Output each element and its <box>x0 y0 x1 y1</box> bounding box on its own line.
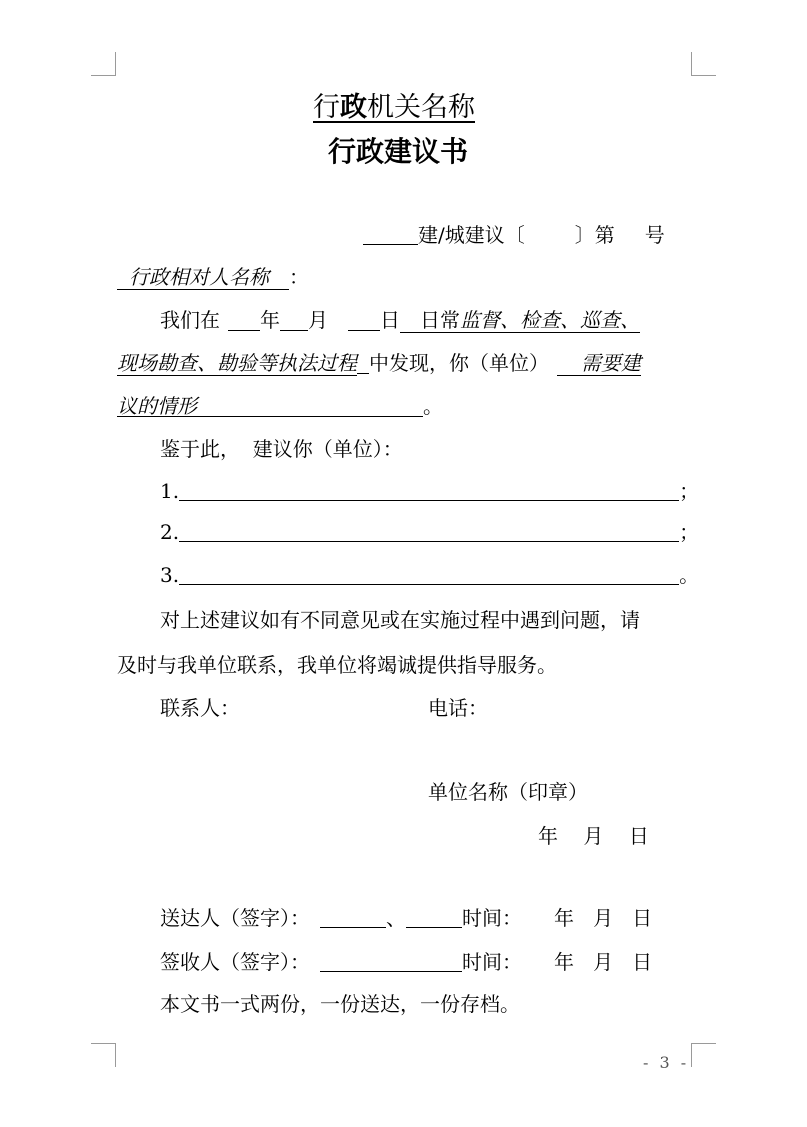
agency-name-title <box>313 85 475 124</box>
crop-mark-bottom-right <box>691 1043 692 1067</box>
item-number: 1. <box>160 479 180 503</box>
year-label: 年 <box>260 308 280 332</box>
receiver-label: 签收人（签字）： <box>160 950 310 974</box>
agency-char: 行 <box>313 92 340 123</box>
item-number: 2. <box>160 520 180 544</box>
found-text: 中发现，你（单位） <box>369 351 549 375</box>
seal-date: 年 月 日 <box>538 824 649 848</box>
suggestion-item <box>160 564 699 585</box>
para1-line1 <box>160 310 640 331</box>
phone-label: 电话： <box>428 696 488 720</box>
recipient-colon: ： <box>289 265 309 289</box>
sender-blank <box>320 907 386 928</box>
number-hao: 号 <box>644 223 665 247</box>
suggestion-intro: 鉴于此， 建议你（单位）： <box>160 437 403 461</box>
agency-char-bold: 政 <box>340 92 367 123</box>
item-blank <box>179 564 679 585</box>
situation-text: 需要建 <box>557 351 641 376</box>
crop-mark-bottom-left <box>91 1043 116 1044</box>
para1-line3 <box>117 396 443 417</box>
receiver-blank <box>320 951 462 972</box>
item-number: 3. <box>160 563 180 587</box>
receiver-date: 年 月 日 <box>554 950 653 974</box>
month-blank <box>280 310 308 331</box>
period: 。 <box>423 394 443 418</box>
sender-blank-2 <box>406 907 462 928</box>
copies-note: 本文书一式两份，一份送达，一份存档。 <box>160 992 520 1016</box>
sender-label: 送达人（签字）： <box>160 906 310 930</box>
document-title: 行政建议书 <box>328 135 469 168</box>
blank-field <box>363 224 418 245</box>
activities-text-cont: 现场勘查、勘验等执法过程 <box>117 351 357 375</box>
routine-text: 日常 <box>420 308 460 332</box>
contact-person-label: 联系人： <box>160 696 240 720</box>
crop-mark-top-right <box>691 75 716 76</box>
para1-prefix: 我们在 <box>160 308 220 332</box>
crop-mark-bottom-right <box>691 1043 716 1044</box>
item-end: 。 <box>679 563 700 587</box>
year-blank <box>228 310 260 331</box>
number-type: 建/城建议〔 <box>418 223 525 247</box>
suggestion-item <box>160 480 699 501</box>
contact-paragraph-line1: 对上述建议如有不同意见或在实施过程中遇到问题，请 <box>160 608 640 632</box>
item-end: ； <box>679 520 700 544</box>
day-blank <box>348 310 380 331</box>
item-end: ； <box>679 479 700 503</box>
crop-mark-top-left <box>91 75 116 76</box>
sender-separator: 、 <box>386 906 406 930</box>
unit-name-seal: 单位名称（印章） <box>428 780 588 804</box>
recipient-name: 行政相对人名称 <box>117 265 289 290</box>
item-blank <box>179 521 679 542</box>
agency-rest: 机关名称 <box>367 92 475 123</box>
sender-date: 年 月 日 <box>554 906 653 930</box>
crop-mark-bottom-left <box>115 1043 116 1067</box>
para1-line2 <box>117 353 641 374</box>
receiver-line <box>160 951 652 972</box>
month-label: 月 <box>308 308 328 332</box>
sender-line <box>160 907 652 928</box>
recipient-line <box>117 267 309 287</box>
receiver-time-label: 时间： <box>462 950 522 974</box>
day-label: 日 <box>380 308 400 332</box>
crop-mark-top-right <box>691 52 692 76</box>
activities-text: 监督、检查、巡查、 <box>460 308 640 332</box>
page-number: - 3 - <box>643 1053 690 1072</box>
number-bracket: 〕第 <box>574 223 615 247</box>
item-blank <box>179 480 679 501</box>
sender-time-label: 时间： <box>462 906 522 930</box>
contact-paragraph-line2: 及时与我单位联系，我单位将竭诚提供指导服务。 <box>117 653 557 677</box>
suggestion-item <box>160 521 699 542</box>
document-number-line <box>363 224 665 245</box>
situation-text-cont: 议的情形 <box>117 396 423 417</box>
crop-mark-top-left <box>115 52 116 76</box>
